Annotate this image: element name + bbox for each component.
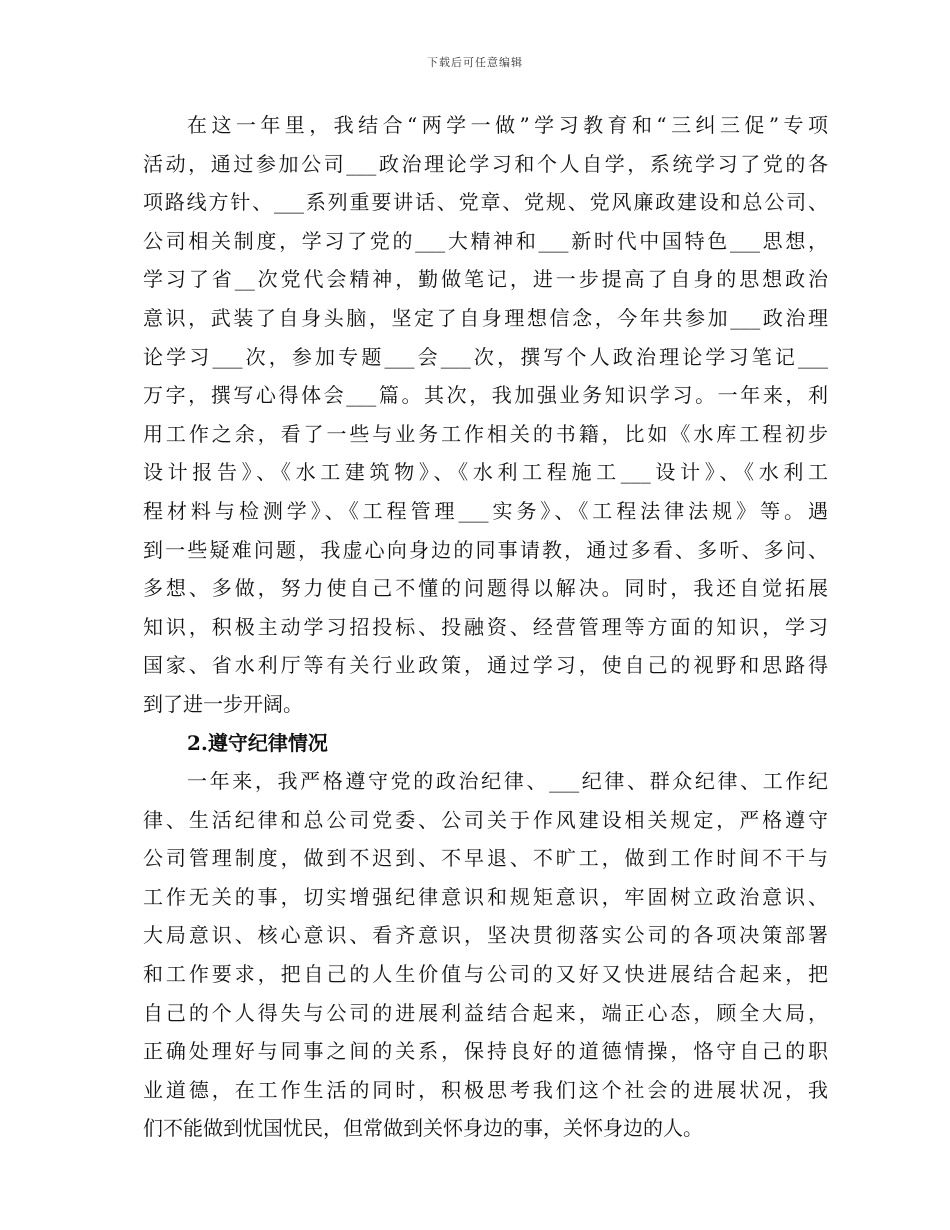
text-line: 到了进一步开阔。 bbox=[143, 691, 303, 716]
text-line: 用工作之余，看了一些与业务工作相关的书籍，比如《水库工程初步 bbox=[143, 421, 828, 446]
text-line: 公司相关制度，学习了党的___大精神和___新时代中国特色___思想， bbox=[143, 228, 828, 253]
text-line: 学习了省__次党代会精神，勤做笔记，进一步提高了自身的思想政治 bbox=[143, 267, 828, 292]
text-line: 知识，积极主动学习招投标、投融资、经营管理等方面的知识，学习 bbox=[143, 614, 828, 639]
document-body bbox=[143, 106, 828, 1148]
text-line: 活动，通过参加公司___政治理论学习和个人自学，系统学习了党的各 bbox=[143, 151, 828, 176]
text-line: 律、生活纪律和总公司党委、公司关于作风建设相关规定，严格遵守 bbox=[143, 807, 828, 832]
paragraph-discipline bbox=[143, 762, 828, 1148]
text-line: 意识，武装了自身头脑，坚定了自身理想信念，今年共参加___政治理 bbox=[143, 305, 828, 330]
text-line: 程材料与检测学》、《工程管理___实务》、《工程法律法规》等。遇 bbox=[143, 498, 828, 523]
page-header-note: 下载后可任意编辑 bbox=[427, 56, 523, 69]
text-line: 正确处理好与同事之间的关系，保持良好的道德情操，恪守自己的职 bbox=[143, 1039, 828, 1064]
text-line: 多想、多做，努力使自己不懂的问题得以解决。同时，我还自觉拓展 bbox=[143, 576, 828, 601]
section-heading: 2.遵守纪律情况 bbox=[187, 730, 328, 755]
text-line: 们不能做到忧国忧民，但常做到关怀身边的事，关怀身边的人。 bbox=[143, 1116, 703, 1141]
text-line: 公司管理制度，做到不迟到、不早退、不旷工，做到工作时间不干与 bbox=[143, 846, 828, 871]
paragraph-political-study bbox=[143, 106, 828, 724]
text-line: 工作无关的事，切实增强纪律意识和规矩意识，牢固树立政治意识、 bbox=[143, 884, 828, 909]
text-line: 一年来，我严格遵守党的政治纪律、___纪律、群众纪律、工作纪 bbox=[187, 769, 828, 794]
text-line: 项路线方针、___系列重要讲话、党章、党规、党风廉政建设和总公司、 bbox=[143, 190, 828, 215]
text-line: 设计报告》、《水工建筑物》、《水利工程施工___设计》、《水利工 bbox=[143, 460, 828, 485]
text-line: 业道德，在工作生活的同时，积极思考我们这个社会的进展状况，我 bbox=[143, 1077, 828, 1102]
text-line: 到一些疑难问题，我虚心向身边的同事请教，通过多看、多听、多问、 bbox=[143, 537, 828, 562]
text-line: 在这一年里，我结合“两学一做”学习教育和“三纠三促”专项 bbox=[187, 113, 828, 137]
text-line: 国家、省水利厅等有关行业政策，通过学习，使自己的视野和思路得 bbox=[143, 653, 828, 678]
text-line: 大局意识、核心意识、看齐意识，坚决贯彻落实公司的各项决策部署 bbox=[143, 923, 828, 948]
text-line: 和工作要求，把自己的人生价值与公司的又好又快进展结合起来，把 bbox=[143, 962, 828, 987]
text-line: 自己的个人得失与公司的进展利益结合起来，端正心态，顾全大局， bbox=[143, 1000, 828, 1025]
text-line: 万字，撰写心得体会___篇。其次，我加强业务知识学习。一年来，利 bbox=[143, 383, 828, 408]
text-line: 论学习___次，参加专题___会___次，撰写个人政治理论学习笔记___ bbox=[143, 344, 828, 369]
